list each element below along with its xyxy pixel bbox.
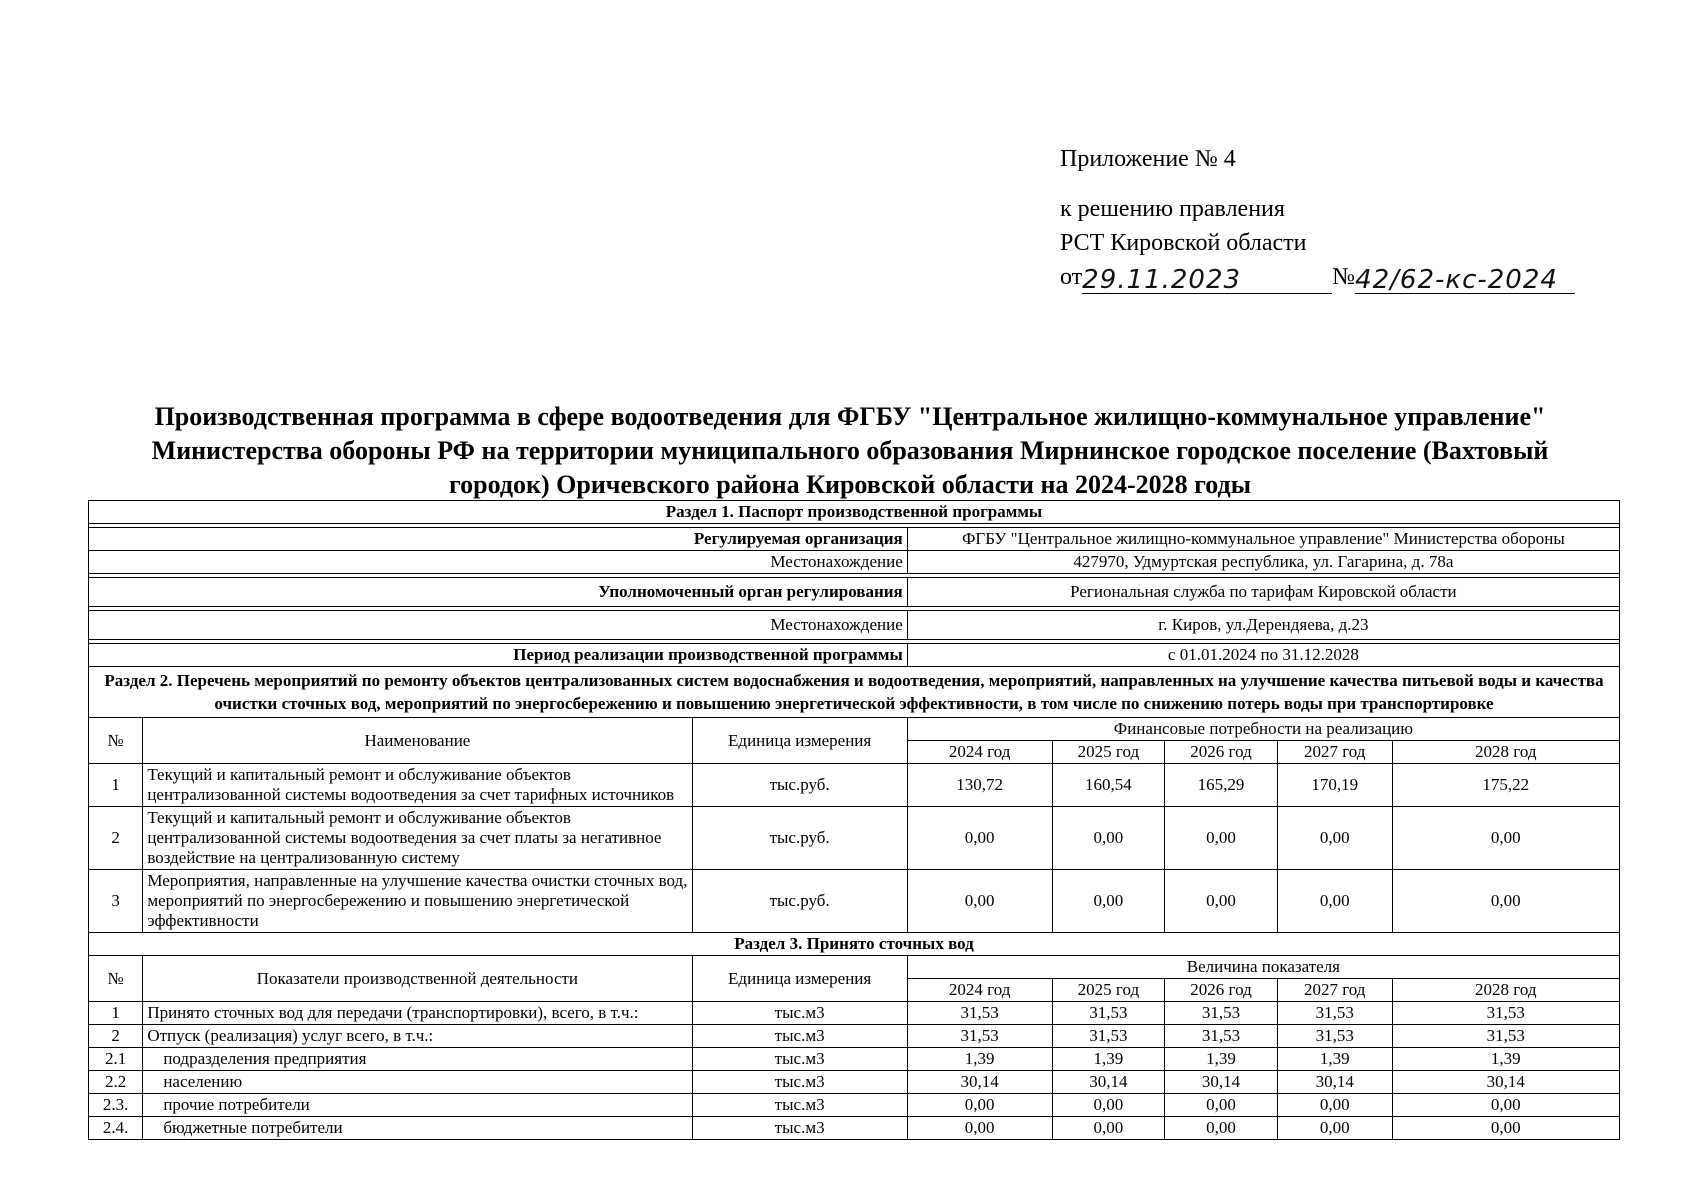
row-value: 0,00 [1392,1094,1619,1117]
table-row [89,1071,1620,1094]
row-unit: тыс.м3 [692,1025,907,1048]
row-value: 0,00 [1277,1094,1392,1117]
col-name-header: Показатели производственной деятельности [143,956,692,1002]
row-value: 1,39 [1165,1048,1278,1071]
row-value: 1,39 [907,1048,1052,1071]
col-name-header: Наименование [143,718,692,764]
row-value: 31,53 [1277,1002,1392,1025]
row-value: 0,00 [1165,870,1278,933]
row-value: 0,00 [1165,807,1278,870]
title-line-1: Производственная программа в сфере водоотведения для ФГБУ "Центральное жилищно-коммунальное управление" [154,402,1546,431]
number-line [1355,263,1575,294]
section3-heading: Раздел 3. Принято сточных вод [89,933,1620,956]
passport-label: Местонахождение [89,551,908,574]
row-number: 2.3. [89,1094,143,1117]
table-row [89,1002,1620,1025]
row-value: 30,14 [907,1071,1052,1094]
passport-label: Период реализации производственной программы [89,644,908,667]
year-header: 2024 год [907,741,1052,764]
year-header: 2027 год [1277,979,1392,1002]
col-group-header: Финансовые потребности на реализацию [907,718,1619,741]
row-value: 0,00 [1277,870,1392,933]
section2-heading: Раздел 2. Перечень мероприятий по ремонту объектов централизованных систем водоснабжения и водоотведения, мероприятий, направленных на улучшение качества питьевой воды и качества очистки сточных вод, мероприятий по энергосбережению и повышению энергетической эффективности, в том числе по снижению потерь воды при транспортировке [89,667,1620,718]
row-number: 2 [89,1025,143,1048]
row-value: 0,00 [1165,1094,1278,1117]
row-name: Мероприятия, направленные на улучшение качества очистки сточных вод, мероприятий по энергосбережению и повышению энергетической эффективности [143,870,692,933]
row-name: подразделения предприятия [143,1048,692,1071]
section3-header-row [89,956,1620,979]
row-unit: тыс.м3 [692,1048,907,1071]
table-row [89,764,1620,807]
row-value: 165,29 [1165,764,1278,807]
passport-value: ФГБУ "Центральное жилищно-коммунальное управление" Министерства обороны [907,528,1619,551]
row-value: 30,14 [1052,1071,1165,1094]
year-header: 2025 год [1052,979,1165,1002]
section2-heading-row [89,667,1620,718]
row-value: 0,00 [1392,870,1619,933]
appendix-block [1060,142,1575,298]
decision-ref [1060,260,1575,298]
section2-header-row [89,718,1620,741]
row-value: 130,72 [907,764,1052,807]
row-name: Принято сточных вод для передачи (транспортировки), всего, в т.ч.: [143,1002,692,1025]
row-value: 175,22 [1392,764,1619,807]
row-unit: тыс.м3 [692,1117,907,1140]
row-value: 1,39 [1277,1048,1392,1071]
row-value: 0,00 [1277,807,1392,870]
col-unit-header: Единица измерения [692,718,907,764]
row-value: 0,00 [907,1094,1052,1117]
section1-heading-row [89,501,1620,524]
appendix-line-1: к решению правления [1060,196,1285,222]
title-line-2: Министерства обороны РФ на территории муниципального образования Мирнинское городское поселение (Вахтовый [151,436,1549,465]
program-table [88,500,1620,1140]
row-value: 31,53 [1392,1002,1619,1025]
row-value: 0,00 [1165,1117,1278,1140]
row-value: 31,53 [1165,1002,1278,1025]
passport-row [89,644,1620,667]
col-no-header: № [89,956,143,1002]
year-header: 2025 год [1052,741,1165,764]
row-unit: тыс.м3 [692,1094,907,1117]
passport-label: Регулируемая организация [89,528,908,551]
year-header: 2026 год [1165,979,1278,1002]
passport-row [89,551,1620,574]
row-value: 30,14 [1392,1071,1619,1094]
year-header: 2026 год [1165,741,1278,764]
passport-value: Региональная служба по тарифам Кировской области [907,578,1619,607]
row-unit: тыс.м3 [692,1071,907,1094]
row-number: 2.1 [89,1048,143,1071]
row-name: бюджетные потребители [143,1117,692,1140]
row-value: 0,00 [1052,1117,1165,1140]
row-value: 31,53 [1392,1025,1619,1048]
col-no-header: № [89,718,143,764]
title-line-3: городок) Оричевского района Кировской области на 2024-2028 годы [448,470,1252,499]
handwritten-number: 42/62-кс-2024 [1355,265,1558,295]
row-number: 2.2 [89,1071,143,1094]
appendix-line-2: РСТ Кировской области [1060,230,1307,256]
passport-row [89,611,1620,640]
table-row [89,1094,1620,1117]
year-header: 2027 год [1277,741,1392,764]
row-value: 30,14 [1165,1071,1278,1094]
row-number: 2 [89,807,143,870]
row-value: 0,00 [907,807,1052,870]
row-unit: тыс.руб. [692,764,907,807]
row-unit: тыс.м3 [692,1002,907,1025]
table-row [89,1048,1620,1071]
row-number: 2.4. [89,1117,143,1140]
row-unit: тыс.руб. [692,807,907,870]
row-value: 0,00 [1392,1117,1619,1140]
row-name: Отпуск (реализация) услуг всего, в т.ч.: [143,1025,692,1048]
passport-label: Уполномоченный орган регулирования [89,578,908,607]
row-name: Текущий и капитальный ремонт и обслуживание объектов централизованной системы водоотведения за счет платы за негативное воздействие на централизованную систему [143,807,692,870]
row-value: 31,53 [1277,1025,1392,1048]
row-value: 0,00 [1277,1117,1392,1140]
row-value: 0,00 [1052,807,1165,870]
passport-value: с 01.01.2024 по 31.12.2028 [907,644,1619,667]
row-value: 0,00 [1052,1094,1165,1117]
handwritten-date: 29.11.2023 [1082,265,1242,295]
row-value: 1,39 [1392,1048,1619,1071]
row-value: 1,39 [1052,1048,1165,1071]
table-row [89,1117,1620,1140]
row-number: 1 [89,764,143,807]
row-value: 30,14 [1277,1071,1392,1094]
passport-row [89,578,1620,607]
document-title [100,400,1600,502]
row-number: 3 [89,870,143,933]
row-number: 1 [89,1002,143,1025]
row-name: населению [143,1071,692,1094]
passport-value: 427970, Удмуртская республика, ул. Гагарина, д. 78а [907,551,1619,574]
passport-label: Местонахождение [89,611,908,640]
passport-value: г. Киров, ул.Дерендяева, д.23 [907,611,1619,640]
row-unit: тыс.руб. [692,870,907,933]
row-value: 160,54 [1052,764,1165,807]
num-label: № [1332,264,1356,290]
section3-heading-row [89,933,1620,956]
date-line [1082,263,1332,294]
row-name: прочие потребители [143,1094,692,1117]
row-value: 31,53 [907,1025,1052,1048]
row-value: 0,00 [1052,870,1165,933]
year-header: 2028 год [1392,741,1619,764]
row-value: 31,53 [1052,1002,1165,1025]
row-value: 0,00 [907,1117,1052,1140]
year-header: 2024 год [907,979,1052,1002]
row-value: 0,00 [1392,807,1619,870]
table-row [89,807,1620,870]
col-unit-header: Единица измерения [692,956,907,1002]
table-row [89,1025,1620,1048]
row-value: 170,19 [1277,764,1392,807]
passport-row [89,528,1620,551]
row-value: 0,00 [907,870,1052,933]
col-group-header: Величина показателя [907,956,1619,979]
row-name: Текущий и капитальный ремонт и обслуживание объектов централизованной системы водоотведения за счет тарифных источников [143,764,692,807]
table-row [89,870,1620,933]
row-value: 31,53 [1165,1025,1278,1048]
section1-heading: Раздел 1. Паспорт производственной программы [89,501,1620,524]
row-value: 31,53 [1052,1025,1165,1048]
year-header: 2028 год [1392,979,1619,1002]
appendix-number: Приложение № 4 [1060,146,1236,172]
from-label: от [1060,264,1083,290]
row-value: 31,53 [907,1002,1052,1025]
